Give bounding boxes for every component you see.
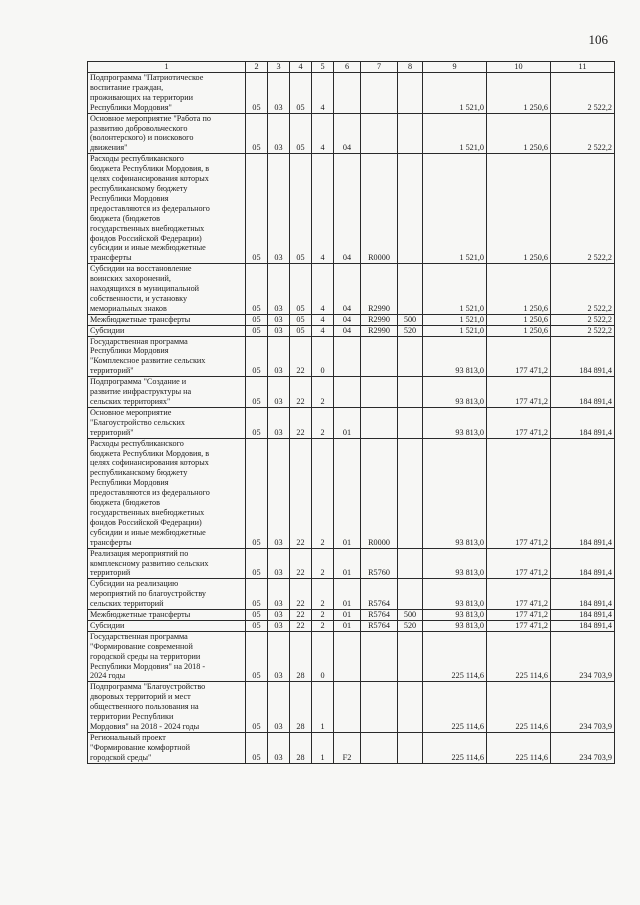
amount-cell: 1 250,6 (487, 264, 551, 315)
code-cell: 05 (290, 264, 312, 315)
amount-cell: 234 703,9 (551, 732, 615, 763)
code-cell (398, 732, 423, 763)
code-cell: 2 (312, 579, 334, 610)
code-cell: 05 (290, 154, 312, 264)
code-cell: 01 (334, 579, 361, 610)
code-cell (398, 631, 423, 682)
code-cell: 28 (290, 682, 312, 733)
column-header: 9 (423, 62, 487, 73)
table-row (88, 732, 615, 763)
row-name-cell: Основное мероприятие "Работа по развитию добровольческого (волонтерского) и поискового движения" (88, 113, 246, 154)
code-cell: 4 (312, 154, 334, 264)
table-row (88, 154, 615, 264)
amount-cell: 225 114,6 (487, 631, 551, 682)
table-row (88, 579, 615, 610)
amount-cell: 2 522,2 (551, 73, 615, 114)
table-row (88, 438, 615, 548)
column-header: 2 (246, 62, 268, 73)
code-cell (398, 264, 423, 315)
table-row (88, 620, 615, 631)
code-cell: 05 (246, 314, 268, 325)
code-cell: 04 (334, 264, 361, 315)
code-cell: 03 (268, 682, 290, 733)
code-cell: 4 (312, 325, 334, 336)
code-cell: 2 (312, 377, 334, 408)
code-cell (398, 113, 423, 154)
code-cell (398, 377, 423, 408)
table-row (88, 548, 615, 579)
row-name-cell: Расходы республиканского бюджета Республики Мордовия, в целях софинансирования которых республиканскому бюджету Республики Мордовия предоставляются из федерального бюджета (бюджетов государственных внебюджетных фондов Российской Федерации) субсидии и иные межбюджетные трансферты (88, 154, 246, 264)
code-cell: 01 (334, 407, 361, 438)
row-name-cell: Региональный проект "Формирование комфортной городской среды" (88, 732, 246, 763)
row-name-cell: Субсидии (88, 325, 246, 336)
amount-cell: 2 522,2 (551, 314, 615, 325)
code-cell: 05 (246, 264, 268, 315)
code-cell: 22 (290, 377, 312, 408)
code-cell: 04 (334, 314, 361, 325)
amount-cell: 177 471,2 (487, 438, 551, 548)
code-cell: 520 (398, 620, 423, 631)
row-name-cell: Межбюджетные трансферты (88, 314, 246, 325)
code-cell (398, 579, 423, 610)
code-cell: 01 (334, 548, 361, 579)
code-cell (361, 407, 398, 438)
code-cell: 05 (246, 325, 268, 336)
amount-cell: 1 521,0 (423, 154, 487, 264)
amount-cell: 1 521,0 (423, 73, 487, 114)
code-cell: 22 (290, 407, 312, 438)
code-cell: 05 (246, 73, 268, 114)
code-cell: 22 (290, 336, 312, 377)
code-cell: 0 (312, 336, 334, 377)
column-header: 6 (334, 62, 361, 73)
code-cell: 2 (312, 438, 334, 548)
code-cell: R2990 (361, 264, 398, 315)
code-cell: 03 (268, 377, 290, 408)
amount-cell: 1 521,0 (423, 314, 487, 325)
amount-cell: 93 813,0 (423, 610, 487, 621)
amount-cell: 177 471,2 (487, 548, 551, 579)
code-cell: 03 (268, 113, 290, 154)
code-cell: 05 (246, 548, 268, 579)
code-cell: R0000 (361, 154, 398, 264)
amount-cell: 234 703,9 (551, 682, 615, 733)
amount-cell: 177 471,2 (487, 336, 551, 377)
amount-cell: 225 114,6 (423, 631, 487, 682)
row-name-cell: Государственная программа Республики Мордовия "Комплексное развитие сельских территорий" (88, 336, 246, 377)
amount-cell: 184 891,4 (551, 548, 615, 579)
amount-cell: 177 471,2 (487, 377, 551, 408)
code-cell: 22 (290, 438, 312, 548)
code-cell: R5764 (361, 610, 398, 621)
amount-cell: 93 813,0 (423, 377, 487, 408)
code-cell: 05 (246, 631, 268, 682)
column-header: 11 (551, 62, 615, 73)
code-cell: 03 (268, 732, 290, 763)
code-cell: 500 (398, 610, 423, 621)
amount-cell: 184 891,4 (551, 407, 615, 438)
code-cell: 4 (312, 73, 334, 114)
code-cell: R5764 (361, 620, 398, 631)
code-cell: F2 (334, 732, 361, 763)
column-header: 10 (487, 62, 551, 73)
code-cell: 03 (268, 407, 290, 438)
code-cell (334, 377, 361, 408)
code-cell: 2 (312, 610, 334, 621)
table-row (88, 113, 615, 154)
amount-cell: 1 521,0 (423, 264, 487, 315)
code-cell: 28 (290, 631, 312, 682)
amount-cell: 225 114,6 (487, 732, 551, 763)
amount-cell: 225 114,6 (423, 732, 487, 763)
row-name-cell: Субсидии на реализацию мероприятий по благоустройству сельских территорий (88, 579, 246, 610)
row-name-cell: Подпрограмма "Благоустройство дворовых территорий и мест общественного пользования на территории Республики Мордовия" на 2018 - 2024 годы (88, 682, 246, 733)
budget-table (87, 61, 615, 764)
code-cell: 03 (268, 610, 290, 621)
code-cell (398, 407, 423, 438)
column-header: 8 (398, 62, 423, 73)
amount-cell: 2 522,2 (551, 113, 615, 154)
table-row (88, 377, 615, 408)
code-cell: 03 (268, 620, 290, 631)
amount-cell: 93 813,0 (423, 620, 487, 631)
code-cell: 03 (268, 325, 290, 336)
code-cell: 03 (268, 314, 290, 325)
code-cell (361, 682, 398, 733)
code-cell: 22 (290, 579, 312, 610)
amount-cell: 225 114,6 (487, 682, 551, 733)
code-cell: 05 (246, 438, 268, 548)
table-row (88, 407, 615, 438)
code-cell: 4 (312, 314, 334, 325)
code-cell (361, 377, 398, 408)
code-cell: 05 (290, 73, 312, 114)
code-cell: 05 (246, 154, 268, 264)
amount-cell: 1 521,0 (423, 325, 487, 336)
code-cell: R5760 (361, 548, 398, 579)
row-name-cell: Межбюджетные трансферты (88, 610, 246, 621)
table-row (88, 682, 615, 733)
code-cell: 04 (334, 154, 361, 264)
code-cell: 01 (334, 438, 361, 548)
column-header: 3 (268, 62, 290, 73)
amount-cell: 184 891,4 (551, 610, 615, 621)
amount-cell: 1 250,6 (487, 314, 551, 325)
code-cell (398, 548, 423, 579)
amount-cell: 1 250,6 (487, 325, 551, 336)
code-cell: 4 (312, 264, 334, 315)
amount-cell: 184 891,4 (551, 620, 615, 631)
code-cell: 520 (398, 325, 423, 336)
table-row (88, 73, 615, 114)
code-cell (398, 682, 423, 733)
code-cell: 03 (268, 336, 290, 377)
code-cell (334, 682, 361, 733)
code-cell: 05 (290, 314, 312, 325)
code-cell: 1 (312, 732, 334, 763)
amount-cell: 1 250,6 (487, 73, 551, 114)
table-row (88, 314, 615, 325)
amount-cell: 93 813,0 (423, 438, 487, 548)
amount-cell: 93 813,0 (423, 407, 487, 438)
amount-cell: 184 891,4 (551, 579, 615, 610)
amount-cell: 93 813,0 (423, 336, 487, 377)
amount-cell: 1 250,6 (487, 113, 551, 154)
row-name-cell: Подпрограмма "Патриотическое воспитание граждан, проживающих на территории Республики Мордовия" (88, 73, 246, 114)
code-cell: R5764 (361, 579, 398, 610)
row-name-cell: Подпрограмма "Создание и развитие инфраструктуры на сельских территориях" (88, 377, 246, 408)
table-row (88, 610, 615, 621)
row-name-cell: Расходы республиканского бюджета Республики Мордовия, в целях софинансирования которых республиканскому бюджету Республики Мордовия предоставляются из федерального бюджета (бюджетов государственных внебюджетных фондов Российской Федерации) субсидии и иные межбюджетные трансферты (88, 438, 246, 548)
amount-cell: 177 471,2 (487, 407, 551, 438)
code-cell: 03 (268, 438, 290, 548)
code-cell (361, 631, 398, 682)
code-cell (398, 154, 423, 264)
code-cell (334, 73, 361, 114)
code-cell (398, 336, 423, 377)
code-cell: 04 (334, 113, 361, 154)
amount-cell: 177 471,2 (487, 610, 551, 621)
table-header-row (88, 62, 615, 73)
code-cell (361, 732, 398, 763)
code-cell: 03 (268, 579, 290, 610)
amount-cell: 184 891,4 (551, 336, 615, 377)
code-cell: 22 (290, 548, 312, 579)
code-cell: 05 (290, 113, 312, 154)
code-cell: 05 (246, 610, 268, 621)
amount-cell: 2 522,2 (551, 154, 615, 264)
code-cell: 0 (312, 631, 334, 682)
amount-cell: 184 891,4 (551, 438, 615, 548)
table-row (88, 325, 615, 336)
code-cell: 01 (334, 610, 361, 621)
amount-cell: 2 522,2 (551, 325, 615, 336)
code-cell: 03 (268, 548, 290, 579)
code-cell: 1 (312, 682, 334, 733)
code-cell: 05 (246, 682, 268, 733)
code-cell: 2 (312, 548, 334, 579)
code-cell: 2 (312, 620, 334, 631)
amount-cell: 2 522,2 (551, 264, 615, 315)
code-cell: 05 (246, 336, 268, 377)
amount-cell: 93 813,0 (423, 579, 487, 610)
code-cell: 05 (246, 113, 268, 154)
code-cell: 05 (246, 579, 268, 610)
table-row (88, 631, 615, 682)
code-cell: 05 (246, 732, 268, 763)
code-cell: 05 (246, 377, 268, 408)
code-cell: 22 (290, 610, 312, 621)
row-name-cell: Основное мероприятие "Благоустройство сельских территорий" (88, 407, 246, 438)
code-cell (361, 113, 398, 154)
amount-cell: 177 471,2 (487, 579, 551, 610)
code-cell: 03 (268, 154, 290, 264)
amount-cell: 177 471,2 (487, 620, 551, 631)
code-cell: 05 (246, 620, 268, 631)
code-cell: 28 (290, 732, 312, 763)
amount-cell: 1 250,6 (487, 154, 551, 264)
amount-cell: 1 521,0 (423, 113, 487, 154)
code-cell: R2990 (361, 325, 398, 336)
row-name-cell: Государственная программа "Формирование современной городской среды на территории Республики Мордовия" на 2018 - 2024 годы (88, 631, 246, 682)
code-cell: 01 (334, 620, 361, 631)
code-cell: 22 (290, 620, 312, 631)
code-cell: 2 (312, 407, 334, 438)
code-cell: 03 (268, 264, 290, 315)
table-row (88, 336, 615, 377)
code-cell (361, 73, 398, 114)
code-cell: 4 (312, 113, 334, 154)
code-cell (398, 73, 423, 114)
column-header: 1 (88, 62, 246, 73)
code-cell: R0000 (361, 438, 398, 548)
row-name-cell: Субсидии (88, 620, 246, 631)
column-header: 5 (312, 62, 334, 73)
code-cell: 04 (334, 325, 361, 336)
code-cell: 500 (398, 314, 423, 325)
amount-cell: 184 891,4 (551, 377, 615, 408)
code-cell: 03 (268, 631, 290, 682)
column-header: 7 (361, 62, 398, 73)
row-name-cell: Реализация мероприятий по комплексному развитию сельских территорий (88, 548, 246, 579)
code-cell: 05 (290, 325, 312, 336)
table-body (88, 73, 615, 764)
code-cell (398, 438, 423, 548)
code-cell: 03 (268, 73, 290, 114)
code-cell: 05 (246, 407, 268, 438)
amount-cell: 225 114,6 (423, 682, 487, 733)
code-cell: R2990 (361, 314, 398, 325)
table-row (88, 264, 615, 315)
code-cell (334, 336, 361, 377)
amount-cell: 234 703,9 (551, 631, 615, 682)
column-header: 4 (290, 62, 312, 73)
amount-cell: 93 813,0 (423, 548, 487, 579)
code-cell (361, 336, 398, 377)
page-number: 106 (588, 32, 608, 47)
code-cell (334, 631, 361, 682)
row-name-cell: Субсидии на восстановление воинских захоронений, находящихся в муниципальной собственности, и установку мемориальных знаков (88, 264, 246, 315)
